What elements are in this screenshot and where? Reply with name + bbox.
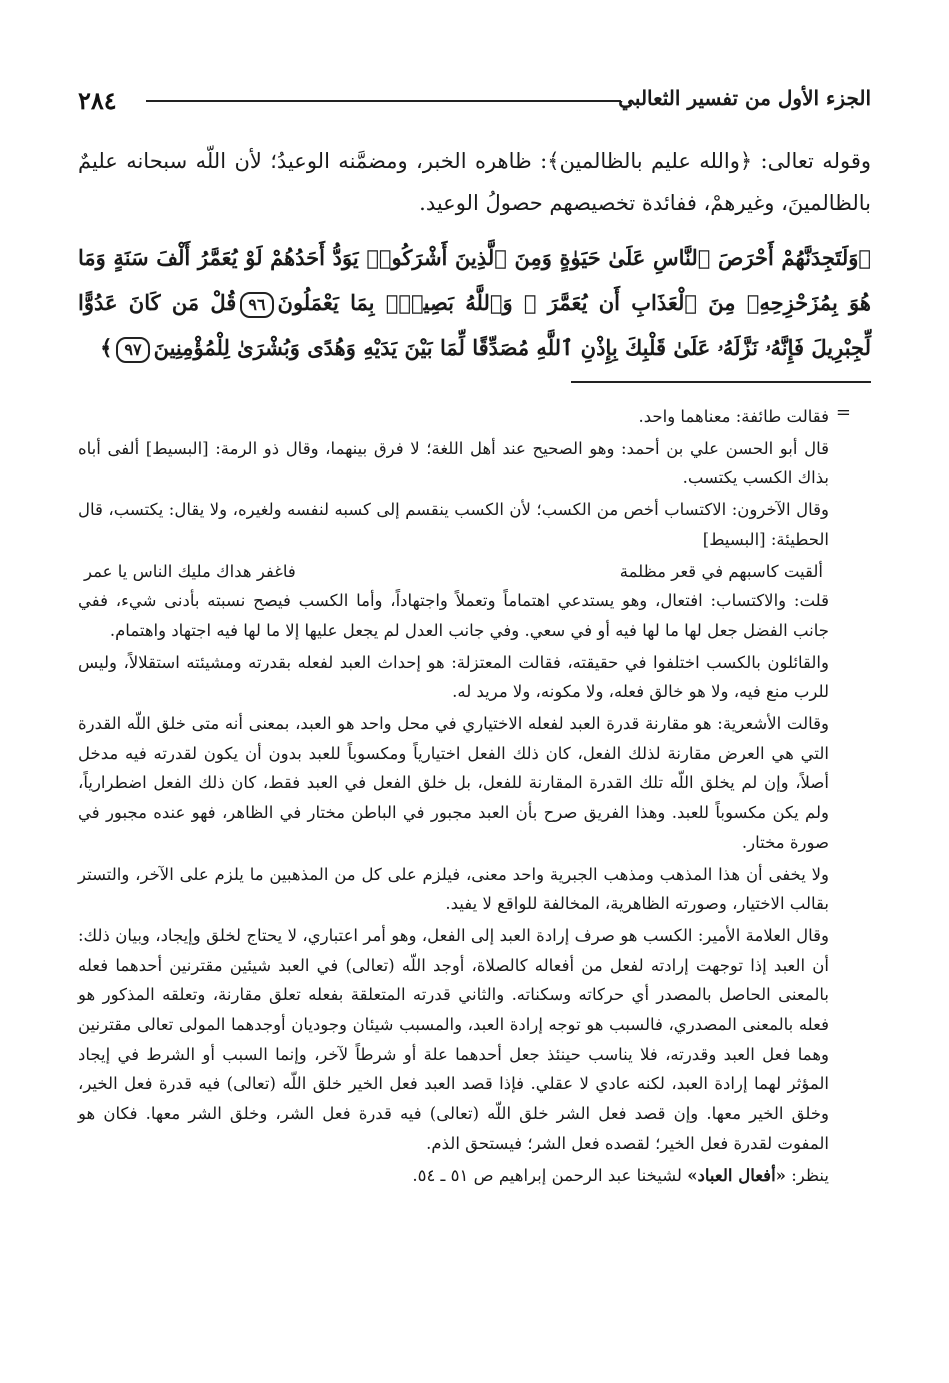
- footnote-paragraph: وقالت الأشعرية: هو مقارنة قدرة العبد لفعله الاختياري في محل واحد هو العبد، بمعنى أنه متى خلق اللّه القدرة التي هي العرض مقارنة لذلك الفعل، كان ذلك الفعل اختيارياً ومكسوباً للعبد بدون أن يكون لقدرته فيه مدخل أصلاً، وإن لم يخلق اللّه تلك القدرة المقارنة للفعل، بل خلق الفعل في العبد فقط، كان ذلك الفعل اضطرارياً، ولم يكن مكسوباً للعبد. وهذا الفريق صرح بأن العبد مجبور في الباطن مختار في الظاهر، فهو عنده مجبور في صورة مختار.: [78, 714, 829, 852]
- footnote-paragraph: قال أبو الحسن علي بن أحمد: وهو الصحيح عند أهل اللغة؛ لا فرق بينهما، وقال ذو الرمة: [البسيط] ألفى أباه بذاك الكسب يكتسب.: [78, 438, 829, 488]
- ayah-number-96: ٩٦: [240, 292, 273, 318]
- footnote-reference: [78, 1161, 829, 1191]
- ayah-number-97: ٩٧: [116, 337, 149, 363]
- verse-97-text: قُلْ مَن كَانَ عَدُوًّا لِّجِبْرِيلَ فَإِنَّهُۥ نَزَّلَهُۥ عَلَىٰ قَلْبِكَ بِإِذْنِ ٱللَّهِ مُصَدِّقًا لِّمَا بَيْنَ يَدَيْهِ وَهُدًى وَبُشْرَىٰ لِلْمُؤْمِنِينَ: [78, 290, 871, 360]
- footnote-paragraph: والقائلون بالكسب اختلفوا في حقيقته، فقالت المعتزلة: هو إحداث العبد لفعله بقدرته ومشيئته استقلالاً، وليس للرب منع فيه، ولا هو خالق فعله، ولا مكونه، ولا مريد له.: [78, 652, 829, 702]
- reference-prefix: ينظر:: [791, 1165, 829, 1185]
- reference-source-title: «أفعال العباد»: [687, 1165, 786, 1185]
- commentary-block: [78, 140, 871, 224]
- footnote-paragraph: ولا يخفى أن هذا المذهب ومذهب الجبرية واحد معنى، فيلزم على كل من المذهبين ما يلزم على الآخر، والتستر بقالب الاختيار، وصورته الظاهرية، المخالفة للواقع لا يفيد.: [78, 864, 829, 914]
- poem-second-hemistich: فاغفر هداك مليك الناس يا عمر: [84, 561, 296, 581]
- quran-closing-bracket: ﴾: [100, 335, 113, 360]
- footnote-paragraph: فقالت طائفة: معناهما واحد.: [638, 407, 829, 426]
- commentary-paragraph: وقوله تعالى: ﴿والله عليم بالظالمين﴾: ظاهره الخبر، ومضمَّنه الوعيدُ؛ لأن اللّه سبحانه عليمٌ بالظالمينَ، وغيرهمْ، ففائدة تخصيصهم حصولُ الوعيد.: [78, 149, 871, 215]
- poem-first-hemistich: ألقيت كاسبهم في قعر مظلمة: [619, 561, 823, 581]
- footnote-paragraph: وقال الآخرون: الاكتساب أخص من الكسب؛ لأن الكسب ينقسم إلى كسبه لنفسه ولغيره، ولا يقال: يكتسب، قال الحطيئة: [البسيط]: [78, 500, 829, 549]
- page-header: [78, 86, 871, 122]
- page-number: ٢٨٤: [78, 86, 117, 115]
- quran-verses: [78, 235, 871, 370]
- poem-verse: [78, 557, 829, 587]
- footnotes: [78, 402, 829, 1192]
- footnote-paragraph: قلت: والاكتساب: افتعال، وهو يستدعي اهتماماً وتعملاً واجتهاداً، وأما الكسب فيصح نسبته بأدنى شيء، ففي جانب الفضل جعل لها ما لها فيه أو في سعي. وفي جانب العدل لم يجعل عليها إلا ما لها فيه اجتهاد واهتمام.: [78, 591, 829, 640]
- reference-details: لشيخنا عبد الرحمن إبراهيم ص ٥١ ـ ٥٤.: [412, 1165, 682, 1185]
- header-rule: [146, 100, 621, 102]
- footnote-paragraph: وقال العلامة الأمير: الكسب هو صرف إرادة العبد إلى الفعل، وهو أمر اعتباري، لا يحتاج لخلق وإيجاد، وبيان ذلك: أن العبد إذا توجهت إرادته لفعل من أفعاله كالصلاة، أوجد اللّه (تعالى) في العبد شيئين مقترنين أحدهما فعله بالمعنى الحاصل بالمصدر أي حركاته وسكناته. والثاني قدرته المتعلقة بفعله تعلق مقارنة، وتعلقه المذكور هو فعله بالمعنى المصدري، فالسبب هو توجه إرادة العبد، والمسبب شيئان وجوديان أوجدهما المولى تعالى مقترنين وهما فعل العبد وقدرته، فلا يناسب حينئذ جعل أحدهما علة أو شرطاً لآخر، وإنما السبب أو الشرط في إيجاد المؤثر لهما إرادة العبد، لكنه عادي لا عقلي. فإذا قصد العبد فعل الخير خلق اللّه (تعالى) فيه قدرة فعل الخير، وخلق الخير معها. وإن قصد فعل الشر خلق اللّه (تعالى) فيه قدرة فعل الشر، وخلق الشر معها. فكان هو المفوت لقدرة فعل الخير؛ لقصده فعل الشر؛ فيستحق الذم.: [78, 925, 829, 1153]
- footnote-continuation-mark: =: [835, 402, 851, 423]
- verse-96-text: ﴿وَلَتَجِدَنَّهُمْ أَحْرَصَ ٱلنَّاسِ عَلَىٰ حَيَوٰةٍ وَمِنَ ٱلَّذِينَ أَشْرَكُوا۟ يَوَدُّ أَحَدُهُمْ لَوْ يُعَمَّرُ أَلْفَ سَنَةٍ وَمَا هُوَ بِمُزَحْزِحِهِۦ مِنَ ٱلْعَذَابِ أَن يُعَمَّرَ ۗ وَٱللَّهُ بَصِيرٌۢ بِمَا يَعْمَلُونَ: [78, 245, 871, 315]
- footnote-separator: [571, 381, 871, 383]
- quran-paragraph: [78, 235, 871, 370]
- running-title: الجزء الأول من تفسير الثعالبي: [618, 86, 871, 110]
